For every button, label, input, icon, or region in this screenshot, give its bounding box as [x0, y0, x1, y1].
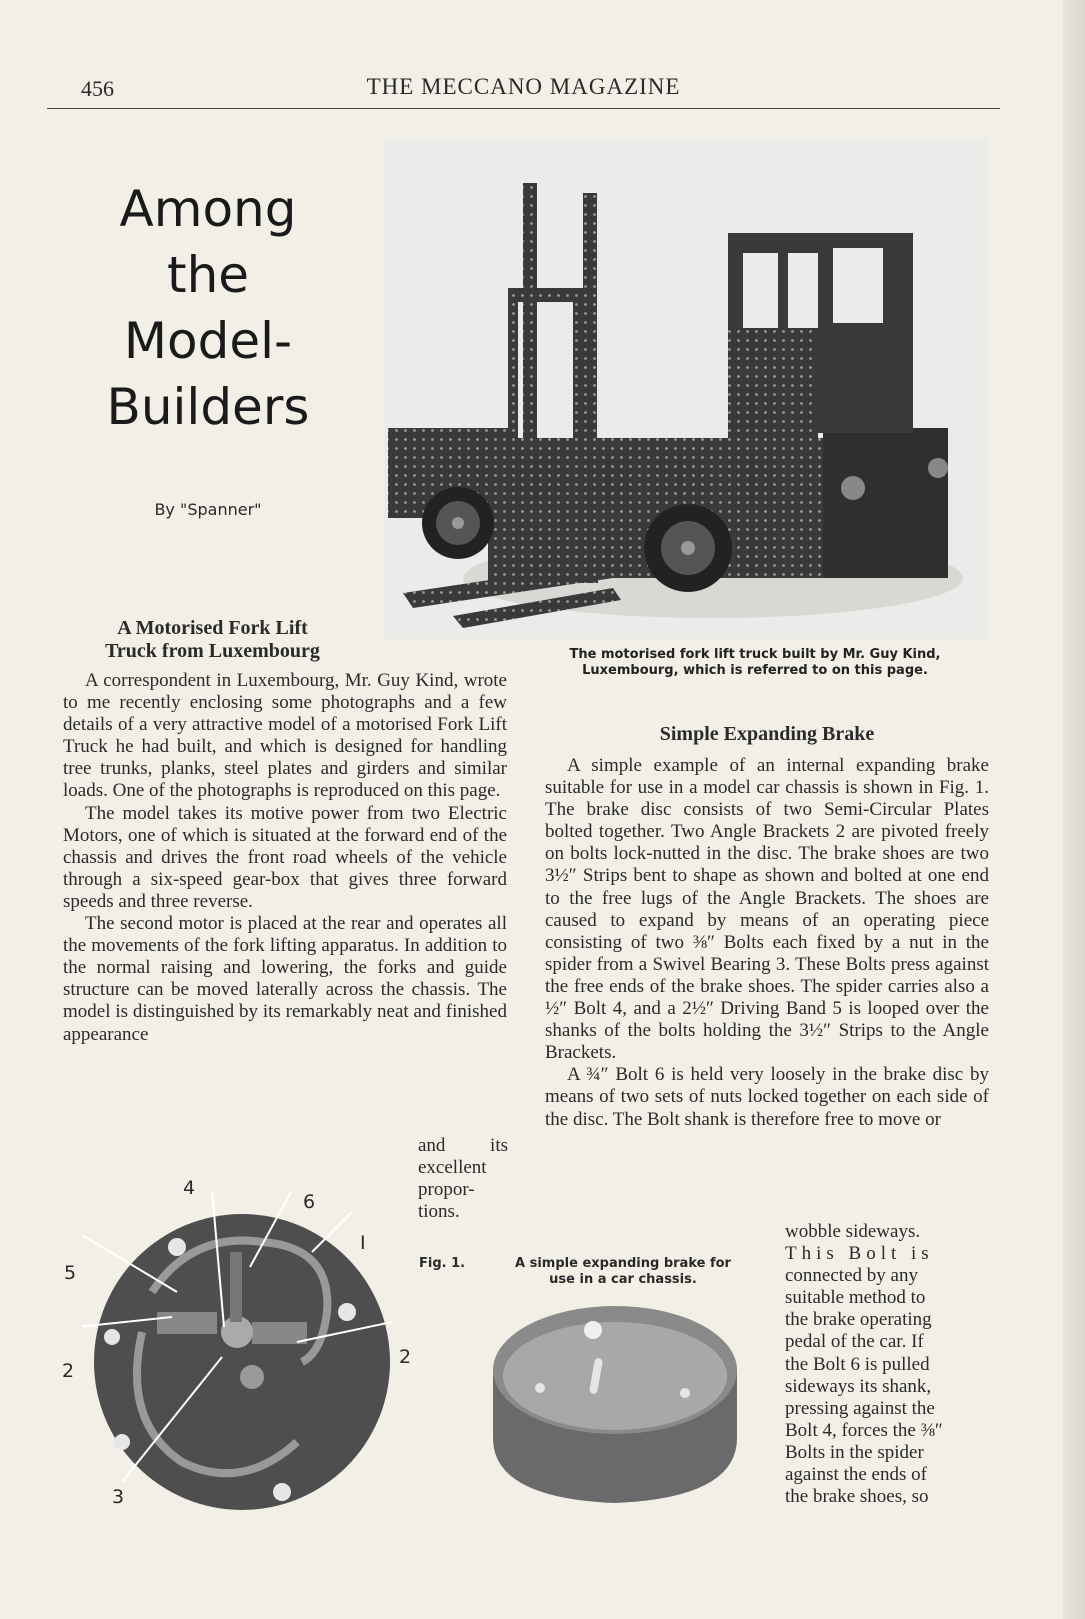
narrow-line: the brake operating: [785, 1309, 932, 1331]
brake-disc-photo: [485, 1298, 745, 1508]
photo-caption: [525, 647, 985, 679]
brake-label-2-left: 2: [62, 1360, 75, 1382]
photo-caption-line: Luxembourg, which is referred to on this page.: [582, 663, 928, 678]
narrow-line: connected by any: [785, 1265, 918, 1287]
paragraph: A correspondent in Luxembourg, Mr. Guy Kind, wrote to me recently enclosing some photographs and a few details of a very attractive model of a motorised Fork Lift Truck he had built, and which is designed for handling tree trunks, planks, steel plates and girders and similar loads. One of the photographs is reproduced on this page.: [63, 670, 507, 802]
section2-body: [545, 755, 989, 1131]
heading-line: A Motorised Fork Lift: [117, 617, 308, 639]
brake-label-6: 6: [303, 1191, 316, 1213]
section2-narrow-column: [785, 1221, 989, 1508]
tail-line: tions.: [418, 1201, 460, 1223]
paragraph: A ¾″ Bolt 6 is held very loosely in the brake disc by means of two sets of nuts locked together on each side of the disc. The Bolt shank is therefore free to move or: [545, 1064, 989, 1130]
title-line: Among: [119, 180, 297, 238]
narrow-line: suitable method to: [785, 1287, 926, 1309]
paragraph: A simple example of an internal expanding brake suitable for use in a model car chassis is shown in Fig. 1. The brake disc consists of two Semi-Circular Plates bolted together. Two Angle Brackets 2 are pivoted freely on bolts lock-nutted in the disc. The brake shoes are two 3½″ Strips bent to shape as shown and bolted at one end to the free lugs of the Angle Brackets. The shoes are caused to expand by means of an operating piece consisting of two ⅜″ Bolts each fixed by a nut in the spider from a Swivel Bearing 3. These Bolts press against the free ends of the brake shoes. The spider carries also a ½″ Bolt 4, and a 2½″ Driving Band 5 is looped over the shanks of the bolts holding the 3½″ Strips to the Angle Brackets.: [545, 755, 989, 1064]
title-line: the: [166, 246, 250, 304]
narrow-line: Bolt 4, forces the ⅜″: [785, 1419, 943, 1441]
tail-line: propor-: [418, 1179, 475, 1201]
page-number: 456: [81, 76, 114, 101]
heading-line: Truck from Luxembourg: [105, 640, 320, 662]
brake-label-3: 3: [112, 1486, 125, 1508]
paragraph: The second motor is placed at the rear and operates all the movements of the fork lifting apparatus. In addition to the normal raising and lowering, the forks and guide structure can be moved laterally across the chassis. The model is distinguished by its remarkably neat and finished appearance: [63, 913, 507, 1045]
narrow-line: the brake shoes, so: [785, 1486, 929, 1508]
narrow-line: Bolts in the spider: [785, 1441, 924, 1463]
fig1-text: [497, 1256, 749, 1288]
narrow-line: pedal of the car. If: [785, 1331, 924, 1353]
paragraph: The model takes its motive power from two Electric Motors, one of which is situated at the forward end of the chassis and drives the front road wheels of the vehicle through a six-speed gear-box that gives three forward speeds and three reverse.: [63, 802, 507, 912]
title-line: Builders: [106, 378, 310, 436]
brake-label-5: 5: [64, 1262, 77, 1284]
brake-label-2-right: 2: [399, 1346, 412, 1368]
narrow-line: sideways its shank,: [785, 1375, 932, 1397]
page-header: [47, 70, 1000, 109]
tail-line: excellent: [418, 1157, 487, 1179]
section1-body: [63, 670, 507, 1046]
page-edge: [1063, 0, 1085, 1619]
photo-caption-line: The motorised fork lift truck built by Mr. Guy Kind,: [569, 647, 941, 662]
narrow-line: This Bolt is: [785, 1243, 934, 1265]
brake-label-1: I: [360, 1232, 366, 1254]
narrow-line: wobble sideways.: [785, 1221, 921, 1242]
narrow-line: against the ends of: [785, 1464, 927, 1486]
narrow-line: pressing against the: [785, 1397, 935, 1419]
narrow-line: the Bolt 6 is pulled: [785, 1353, 930, 1375]
brake-assembly-photo: [82, 1192, 392, 1522]
fig1-label: Fig. 1.: [419, 1256, 466, 1271]
byline: By "Spanner": [154, 500, 262, 519]
section-heading-fork-lift: [80, 617, 345, 663]
tail-line: and its: [418, 1135, 508, 1156]
fig1-line: A simple expanding brake for: [515, 1256, 731, 1271]
brake-label-4: 4: [183, 1177, 196, 1199]
fig1-line: use in a car chassis.: [549, 1272, 697, 1287]
magazine-title: THE MECCANO MAGAZINE: [366, 74, 681, 99]
title-line: Model-: [123, 312, 293, 370]
fork-lift-truck-photo: [383, 138, 988, 639]
section1-tail: [418, 1135, 508, 1223]
section-heading-brake: Simple Expanding Brake: [659, 723, 875, 745]
article-title: [98, 176, 318, 440]
